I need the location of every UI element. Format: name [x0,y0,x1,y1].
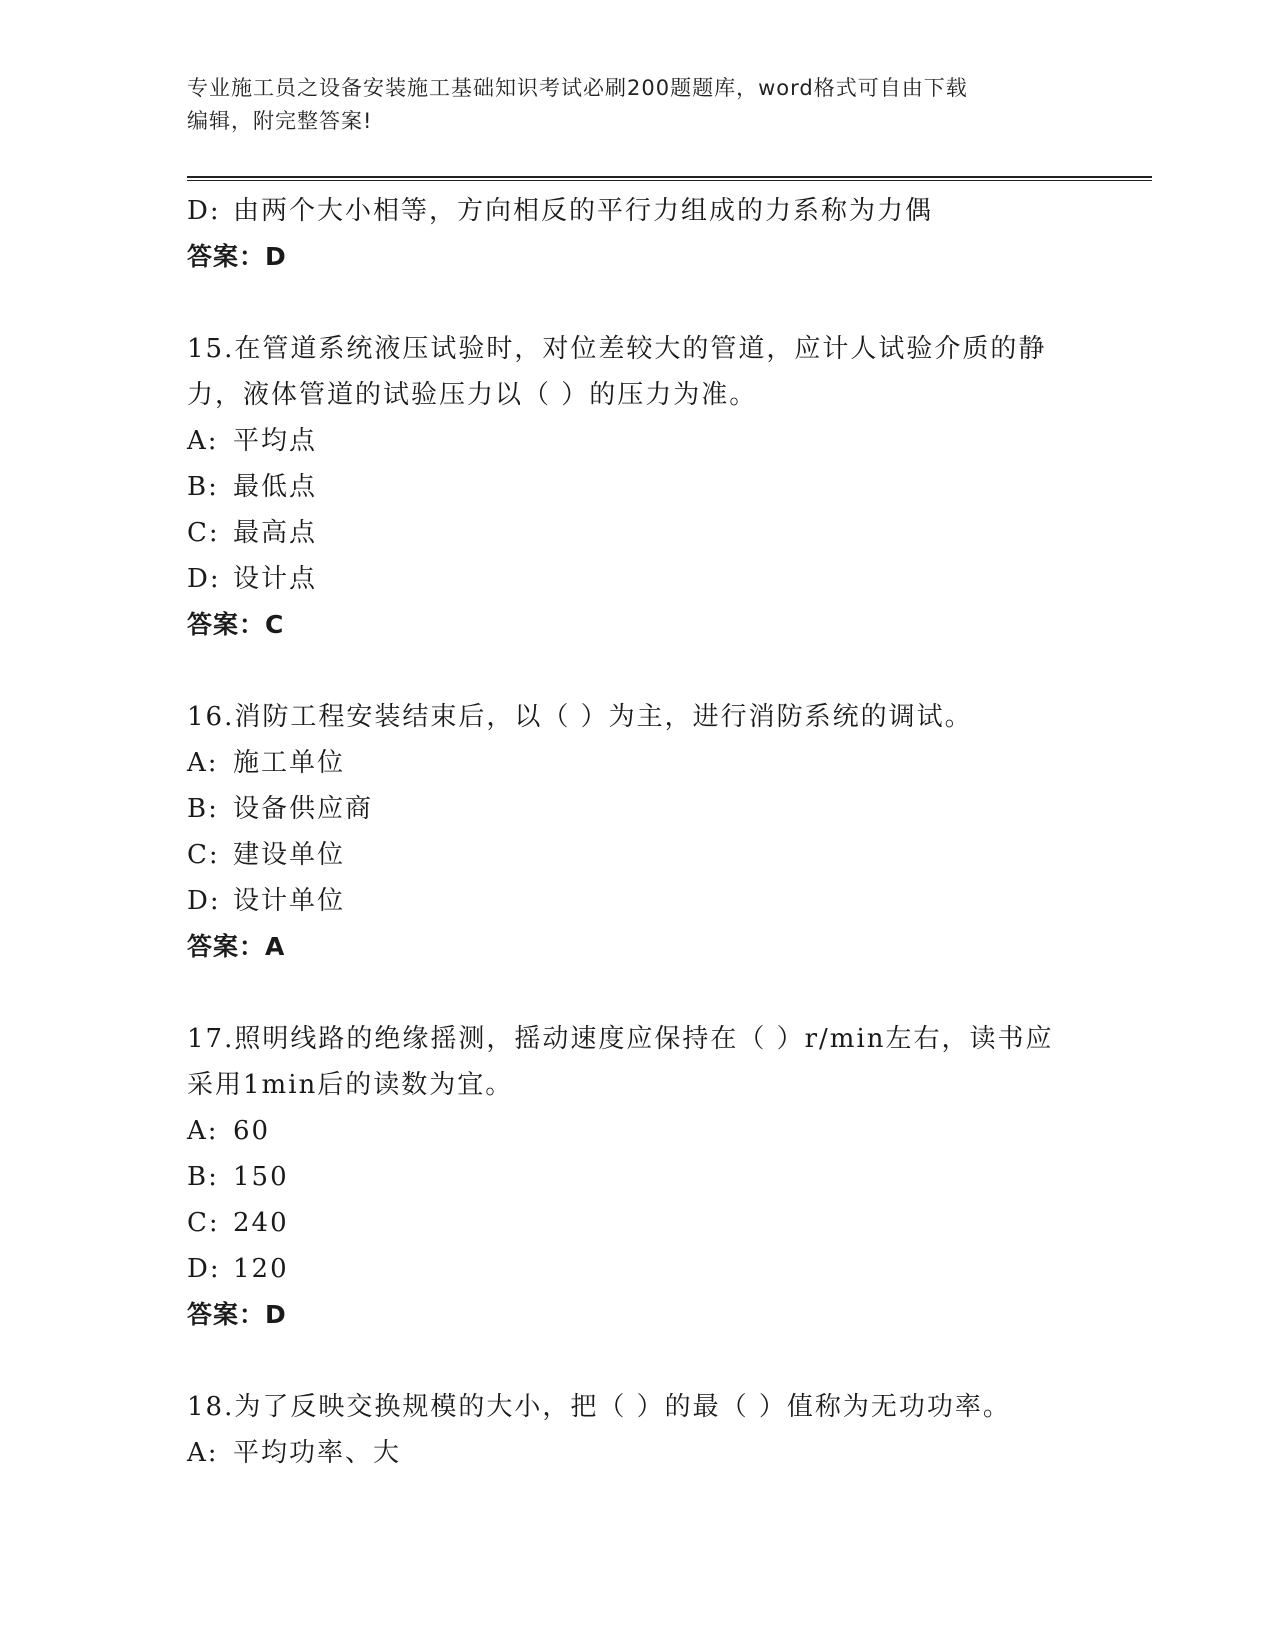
option-d [187,188,1087,234]
option-text: 最高点 [233,518,318,548]
question-17 [187,1016,1087,1338]
option-b [187,1154,1087,1200]
option-label: B: [187,794,219,824]
option-d [187,1246,1087,1292]
option-label: C: [187,1208,220,1238]
option-label: D: [187,564,221,594]
option-a [187,1430,1087,1476]
option-text: 最低点 [233,472,318,502]
option-text: 平均点 [233,426,318,456]
spacer [187,970,1087,1016]
question-16 [187,694,1087,970]
question-18 [187,1384,1087,1476]
document-header [187,72,1087,138]
spacer [187,1338,1087,1384]
option-text: 60 [233,1116,271,1146]
option-text: 设计点 [233,564,318,594]
option-label: A: [187,748,219,778]
header-title-line-1: 专业施工员之设备安装施工基础知识考试必刷200题题库，word格式可自由下载 [187,76,968,100]
header-divider [187,176,1152,181]
spacer [187,648,1087,694]
option-text: 建设单位 [233,840,346,870]
option-label: D: [187,196,221,226]
question-stem-continued: 采用1min后的读数为宜。 [187,1070,514,1100]
option-a [187,418,1087,464]
option-text: 平均功率、大 [233,1438,402,1468]
option-text: 施工单位 [233,748,346,778]
answer-line: 答案：A [187,932,286,961]
option-a [187,1108,1087,1154]
option-text: 240 [233,1208,289,1238]
option-label: C: [187,518,220,548]
option-label: D: [187,1254,221,1284]
question-stem-continued: 力，液体管道的试验压力以（ ）的压力为准。 [187,380,758,410]
answer-line: 答案：C [187,610,285,639]
option-label: A: [187,426,219,456]
option-text: 150 [233,1162,289,1192]
question-15 [187,326,1087,648]
option-label: A: [187,1438,219,1468]
option-text: 120 [233,1254,289,1284]
spacer [187,280,1087,326]
option-d [187,556,1087,602]
option-b [187,464,1087,510]
document-body [187,188,1087,1476]
option-c [187,1200,1087,1246]
question-stem: 16.消防工程安装结束后，以（ ）为主，进行消防系统的调试。 [187,702,973,732]
option-c [187,510,1087,556]
option-b [187,786,1087,832]
answer-line: 答案：D [187,242,287,271]
option-text: 由两个大小相等，方向相反的平行力组成的力系称为力偶 [233,196,934,226]
option-text: 设计单位 [233,886,346,916]
question-stem: 17.照明线路的绝缘摇测，摇动速度应保持在（ ）r/min左右，读书应 [187,1024,1054,1054]
answer-line: 答案：D [187,1300,287,1329]
option-label: A: [187,1116,219,1146]
option-label: C: [187,840,220,870]
option-label: B: [187,472,219,502]
option-text: 设备供应商 [233,794,374,824]
question-stem: 15.在管道系统液压试验时，对位差较大的管道，应计人试验介质的静 [187,334,1047,364]
option-a [187,740,1087,786]
option-label: B: [187,1162,219,1192]
header-title-line-2: 编辑，附完整答案! [187,109,373,133]
option-c [187,832,1087,878]
option-d [187,878,1087,924]
question-stem: 18.为了反映交换规模的大小，把（ ）的最（ ）值称为无功功率。 [187,1392,1011,1422]
option-label: D: [187,886,221,916]
